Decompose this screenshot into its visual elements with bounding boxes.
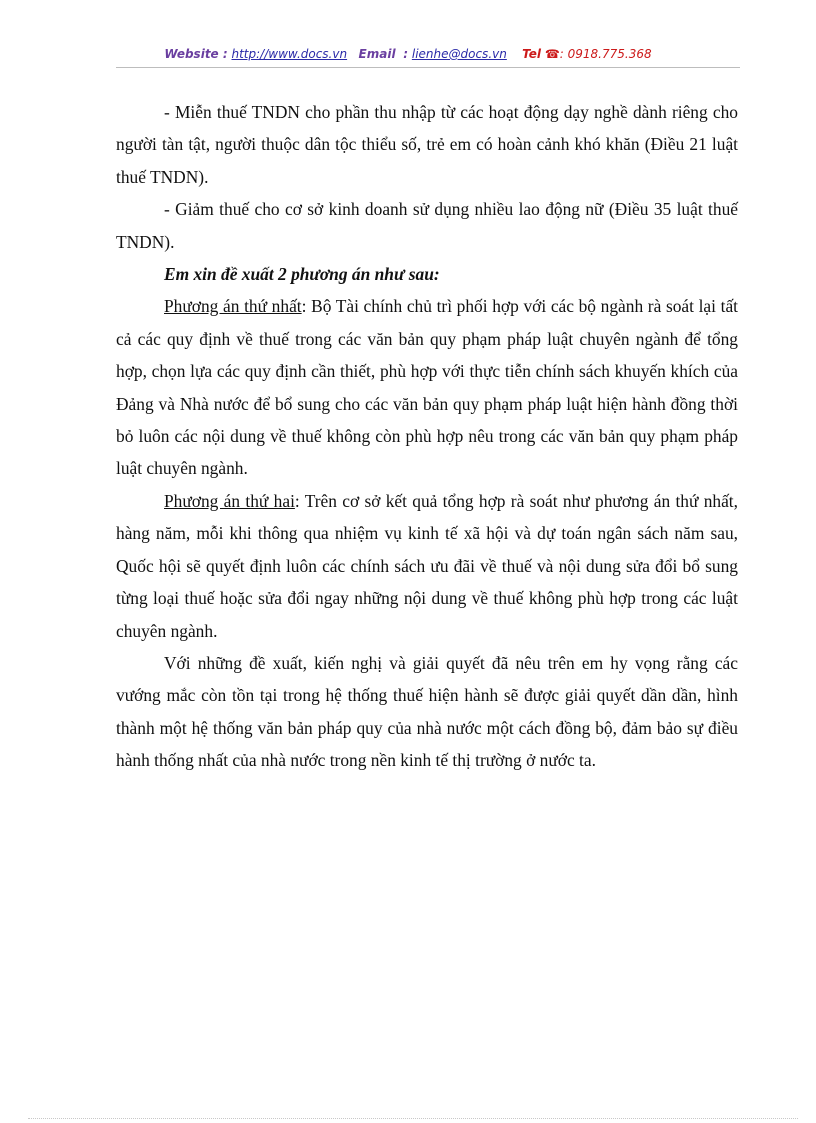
option-1-label: Phương án thứ nhất (164, 296, 302, 317)
email-separator: : (403, 47, 409, 61)
option-2-label: Phương án thứ hai (164, 490, 295, 511)
tel-value: : 0918.775.368 (559, 47, 652, 61)
page-bottom-border (28, 1118, 798, 1119)
email-link[interactable]: lienhe@docs.vn (411, 47, 507, 61)
website-label: Website : (164, 47, 228, 61)
paragraph-option-2 (116, 485, 738, 647)
paragraph-tax-exemption: - Miễn thuế TNDN cho phần thu nhập từ các hoạt động dạy nghề dành riêng cho người tàn tật, người thuộc dân tộc thiểu số, trẻ em có hoàn cảnh khó khăn (Điều 21 luật thuế TNDN). (116, 102, 738, 187)
website-link[interactable]: http://www.docs.vn (231, 47, 348, 61)
option-2-text: : Trên cơ sở kết quả tổng hợp rà soát như phương án thứ nhất, hàng năm, mỗi khi thông qua nhiệm vụ kinh tế xã hội và dự toán ngân sách năm sau, Quốc hội sẽ quyết định luôn các chính sách ưu đãi về thuế và nội dung sửa đổi bổ sung từng loại thuế hoặc sửa đổi ngay những nội dung về thuế không phù hợp trong các luật chuyên ngành. (116, 490, 738, 641)
phone-icon: ☎ (544, 47, 560, 61)
document-body (116, 96, 738, 777)
paragraph-tax-reduction: - Giảm thuế cho cơ sở kinh doanh sử dụng nhiều lao động nữ (Điều 35 luật thuế TNDN). (116, 199, 738, 252)
page-header (0, 47, 816, 61)
header-divider (116, 67, 740, 68)
section-heading: Em xin đề xuất 2 phương án như sau: (164, 264, 440, 285)
email-label: Email (358, 47, 396, 61)
tel-label: Tel (522, 47, 541, 61)
paragraph-conclusion: Với những đề xuất, kiến nghị và giải quyết đã nêu trên em hy vọng rằng các vướng mắc còn tồn tại trong hệ thống thuế hiện hành sẽ được giải quyết dần dần, hình thành một hệ thống văn bản pháp quy của nhà nước một cách đồng bộ, đảm bảo sự điều hành thống nhất của nhà nước trong nền kinh tế thị trường ở nước ta. (116, 652, 738, 771)
paragraph-option-1 (116, 290, 738, 484)
option-1-text: : Bộ Tài chính chủ trì phối hợp với các bộ ngành rà soát lại tất cả các quy định về thuế trong các văn bản quy phạm pháp luật chuyên ngành để tổng hợp, chọn lựa các quy định cần thiết, phù hợp với thực tiễn chính sách khuyến khích của Đảng và Nhà nước để bổ sung cho các văn bản quy phạm pháp luật hiện hành đồng thời bỏ luôn các nội dung về thuế không còn phù hợp nêu trong các văn bản quy phạm pháp luật chuyên ngành. (116, 296, 739, 479)
